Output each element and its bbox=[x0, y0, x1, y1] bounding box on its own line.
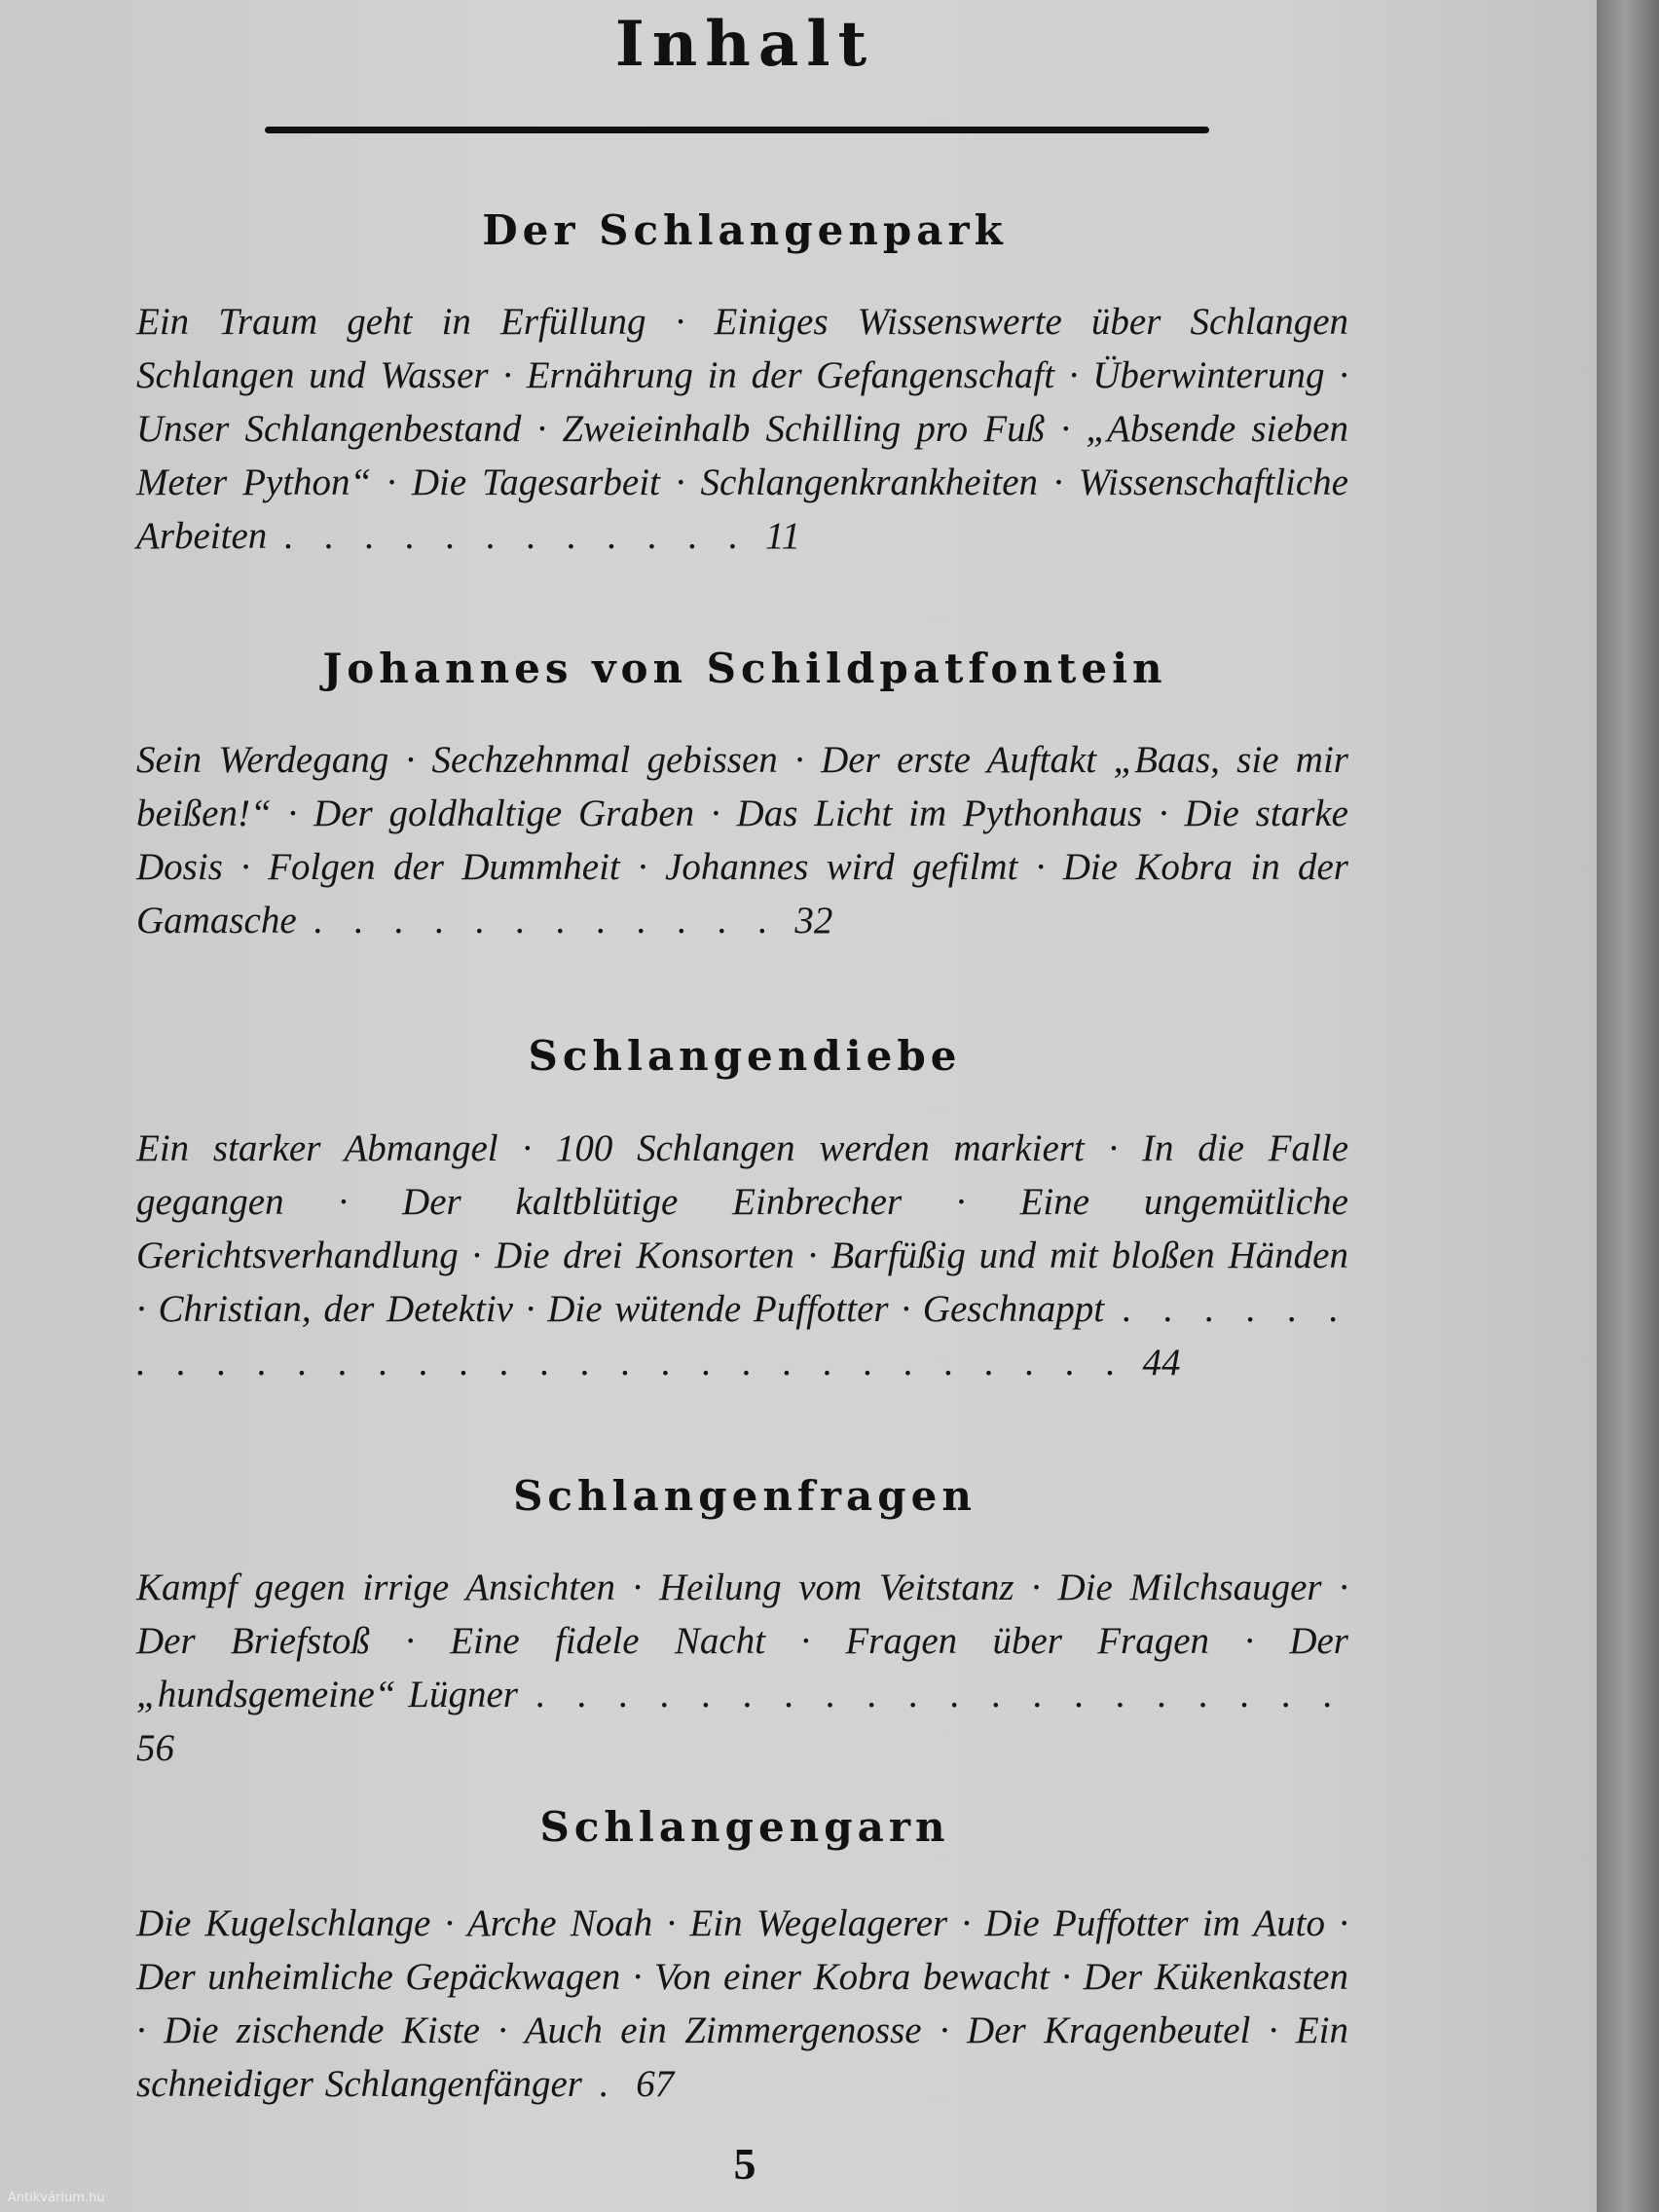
title-rule bbox=[265, 127, 1209, 133]
section-heading-schlangengarn: Schlangengarn bbox=[539, 1803, 950, 1851]
page-title: Inhalt bbox=[614, 8, 875, 81]
section-topics: Ein starker Abmangel · 100 Schlangen werden markiert · In die Falle gegangen · Der kaltblütige Einbrecher · Eine ungemütliche Gerichtsverhandlung · Die drei Konsorten · Barfüßig und mit bloßen Händen · Christian, der Detektiv · Die wütende Puffotter · Geschnappt bbox=[136, 1127, 1348, 1330]
page-number: 67 bbox=[636, 2063, 675, 2105]
section-entry-schlangenfragen bbox=[136, 1561, 1348, 1775]
leader-dots: . . . . . . . . . . . . . . . . . . . . . . . . . . . . . . . bbox=[136, 1288, 1349, 1383]
section-topics: Die Kugelschlange · Arche Noah · Ein Wegelagerer · Die Puffotter im Auto · Der unheimliche Gepäckwagen · Von einer Kobra bewacht · Der Kükenkasten · Die zischende Kiste · Auch ein Zimmergenosse · Der Kragenbeutel · Ein schneidiger Schlangenfänger bbox=[136, 1902, 1348, 2105]
section-heading-schlangenfragen: Schlangenfragen bbox=[513, 1472, 977, 1520]
section-topics: Sein Werdegang · Sechzehnmal gebissen · Der erste Auftakt „Baas, sie mir beißen!“ · Der goldhaltige Graben · Das Licht im Pythonhaus · Die starke Dosis · Folgen der Dummheit · Johannes wird gefilmt · Die Kobra in der Gamasche bbox=[136, 739, 1348, 941]
page-number: 11 bbox=[765, 515, 801, 557]
section-topics: Kampf gegen irrige Ansichten · Heilung vom Veitstanz · Die Milchsauger · Der Briefstoß · Eine fidele Nacht · Fragen über Fragen · Der „hundsgemeine“ Lügner bbox=[136, 1567, 1348, 1715]
section-entry-schlangengarn bbox=[136, 1897, 1348, 2111]
page-footer-number: 5 bbox=[733, 2139, 756, 2189]
section-entry-schlangenpark bbox=[136, 295, 1348, 563]
section-entry-johannes bbox=[136, 733, 1348, 947]
page-number: 56 bbox=[136, 1727, 174, 1769]
page-number: 44 bbox=[1142, 1342, 1181, 1383]
leader-dots: . bbox=[599, 2063, 619, 2105]
leader-dots: . . . . . . . . . . . . bbox=[313, 900, 778, 941]
section-entry-schlangendiebe bbox=[136, 1122, 1348, 1389]
watermark: Antikvárium.hu bbox=[8, 2191, 105, 2205]
leader-dots: . . . . . . . . . . . . . . . . . . . . bbox=[535, 1674, 1344, 1715]
section-heading-johannes: Johannes von Schildpatfontein bbox=[322, 645, 1167, 692]
section-topics: Ein Traum geht in Erfüllung · Einiges Wissenswerte über Schlangen Schlangen und Wasser · Ernährung in der Gefangenschaft · Überwinterung · Unser Schlangenbestand · Zweieinhalb Schilling pro Fuß · „Absende sieben Meter Python“ · Die Tagesarbeit · Schlangenkrankheiten · Wissenschaftliche Arbeiten bbox=[136, 301, 1348, 557]
book-gutter bbox=[1597, 0, 1659, 2212]
section-heading-schlangenpark: Der Schlangenpark bbox=[482, 206, 1008, 254]
page-number: 32 bbox=[794, 900, 833, 941]
section-heading-schlangendiebe: Schlangendiebe bbox=[528, 1032, 962, 1080]
leader-dots: . . . . . . . . . . . . bbox=[284, 515, 749, 557]
